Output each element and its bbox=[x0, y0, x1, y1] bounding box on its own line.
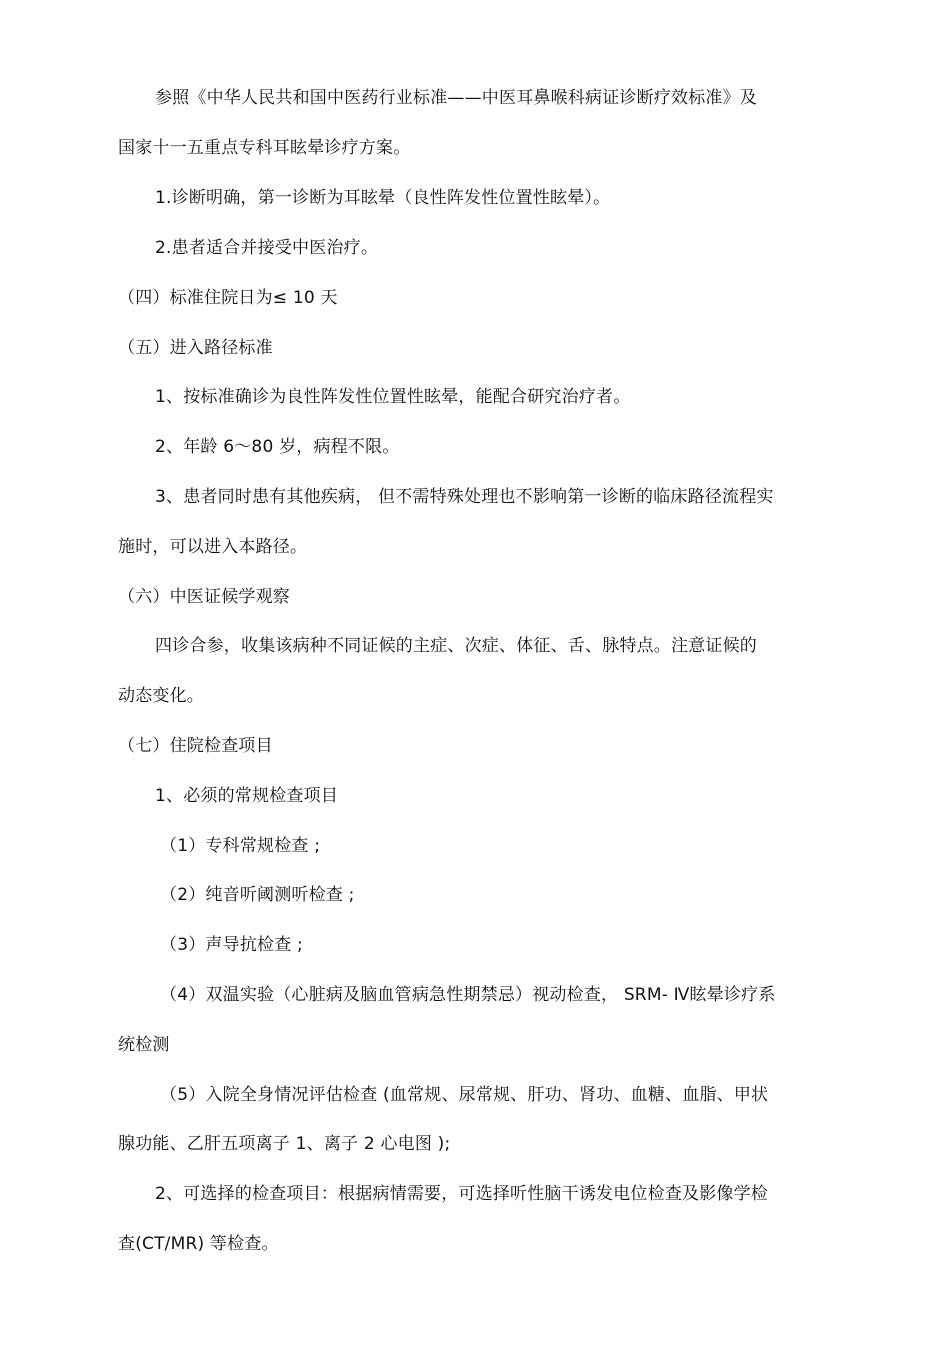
list-item: 2.患者适合并接受中医治疗。 bbox=[155, 238, 379, 258]
list-item: 3、患者同时患有其他疾病， 但不需特殊处理也不影响第一诊断的临床路径流程实 bbox=[155, 487, 774, 507]
paragraph-line: 施时，可以进入本路径。 bbox=[118, 537, 308, 557]
subsection-heading: 1、必须的常规检查项目 bbox=[155, 786, 339, 806]
section-heading: （七）住院检查项目 bbox=[118, 736, 273, 756]
paragraph-line: 动态变化。 bbox=[118, 686, 204, 706]
list-item: （1）专科常规检查 ; bbox=[160, 836, 321, 856]
paragraph-line: 国家十一五重点专科耳眩晕诊疗方案。 bbox=[118, 138, 411, 158]
paragraph-line: 参照《中华人民共和国中医药行业标准——中医耳鼻喉科病证诊断疗效标准》及 bbox=[155, 88, 757, 108]
list-item: 1.诊断明确，第一诊断为耳眩晕（良性阵发性位置性眩晕）。 bbox=[155, 188, 611, 208]
paragraph-line: 查(CT/MR) 等检查。 bbox=[118, 1234, 279, 1254]
list-item: 2、年龄 6～80 岁，病程不限。 bbox=[155, 437, 400, 457]
section-heading: （四）标准住院日为≤ 10 天 bbox=[118, 288, 338, 308]
list-item: （3）声导抗检查 ; bbox=[160, 935, 303, 955]
list-item: （2）纯音听阈测听检查 ; bbox=[160, 885, 355, 905]
list-item: （4）双温实验（心脏病及脑血管病急性期禁忌）视动检查， SRM- Ⅳ眩晕诊疗系 bbox=[160, 985, 776, 1005]
section-heading: （五）进入路径标准 bbox=[118, 338, 273, 358]
paragraph-line: 统检测 bbox=[118, 1035, 170, 1055]
list-item: 1、按标准确诊为良性阵发性位置性眩晕，能配合研究治疗者。 bbox=[155, 387, 631, 407]
list-item: （5）入院全身情况评估检查 (血常规、尿常规、肝功、肾功、血糖、血脂、甲状 bbox=[160, 1085, 769, 1105]
paragraph-line: 四诊合参，收集该病种不同证候的主症、次症、体征、舌、脉特点。注意证候的 bbox=[155, 636, 757, 656]
list-item: 2、可选择的检查项目：根据病情需要，可选择听性脑干诱发电位检查及影像学检 bbox=[155, 1184, 769, 1204]
paragraph-line: 腺功能、乙肝五项离子 1、离子 2 心电图 ); bbox=[118, 1134, 451, 1154]
section-heading: （六）中医证候学观察 bbox=[118, 587, 290, 607]
